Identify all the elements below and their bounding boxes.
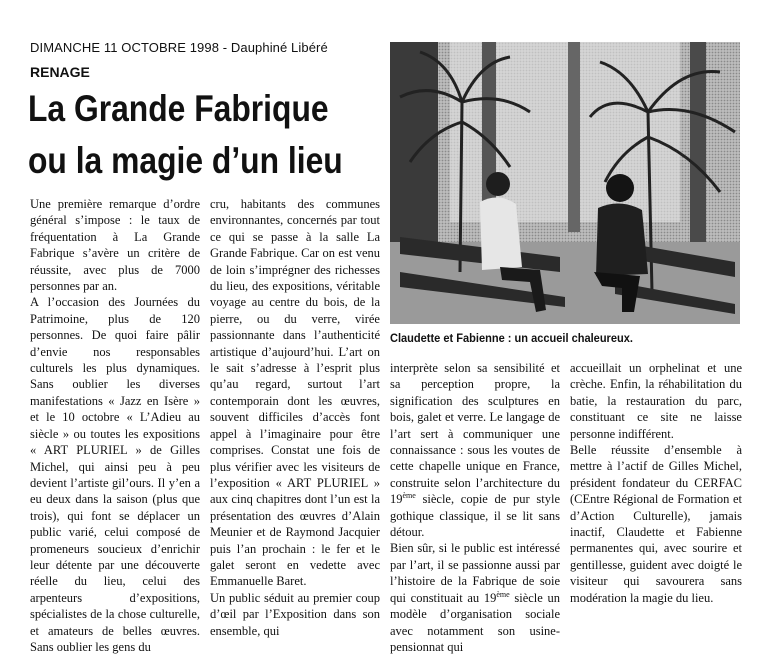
article-column-2	[210, 196, 380, 639]
article-column-3	[390, 360, 560, 655]
photo-pillar-right	[568, 42, 580, 232]
article-paragraph: cru, habitants des communes environnantes, concernés par tout ce qui se passe à la salle La Grande Fabrique. Car on est venu de loin s’imprégner des richesses du lieu, des expositions, véritable voyage au centre du bois, de la pierre, ou du verre, virée passionnante dans l’authenticité artistique d’aujourd’hui. L’art on le sait s’adresse à l’esprit plus qu’au regard, surtout l’art contemporain dont les œuvres, souvent difficiles d’accès font appel à l’imaginaire pour être comprises. Constat une fois de plus vérifier avec les visiteurs de l’exposition « ART PLURIEL » aux cinq chapitres dont l’un est la présentation des œuvres d’Alain Meunier et de Raymond Jacquier puis l’an prochain : le fer et le galet seront en vedette avec Emmanuelle Baret.	[210, 197, 380, 589]
article-column-4	[570, 360, 742, 606]
text-run: Bien sûr, si le public est intéressé par l’art, il se passionne aussi par l’histoire de la Fabrique de soie qui constituait au 19	[390, 541, 560, 605]
article-paragraph	[390, 540, 560, 655]
article-column-1	[30, 196, 200, 655]
dateline: DIMANCHE 11 OCTOBRE 1998 - Dauphiné Libéré	[30, 40, 328, 55]
article-paragraph: Un public séduit au premier coup d’œil par l’Exposition dans son ensemble, qui	[210, 590, 380, 638]
article-paragraph	[390, 360, 560, 540]
article-paragraph: Une première remarque d’ordre général s’impose : le taux de fréquentation à La Grande Fabrique s’avère un critère de réussite, avec plus de 7000 personnes par an.	[30, 197, 200, 294]
headline-line-1: La Grande Fabrique	[28, 88, 329, 129]
article-paragraph: Belle réussite d’ensemble à mettre à l’actif de Gilles Michel, président fondateur du CERFAC (CEntre Régional de Formation et d’Action Culturelle), jamais inactif, Claudette et Fabienne permanentes qui, avec sourire et gentillesse, guident avec doigté le visiteur qui savourera sans modération la magie du lieu.	[570, 443, 742, 605]
text-run: siècle un modèle d’organisation sociale avec notamment son usine-pensionnat qui	[390, 590, 560, 654]
text-run: siècle, copie de pur style gothique classique, il se lit sans détour.	[390, 492, 560, 540]
superscript: ème	[402, 491, 416, 501]
section-kicker: RENAGE	[30, 64, 90, 80]
text-run: interprète selon sa sensibilité et sa perception propre, la signification des sculptures en bois, galet et verre. Le langage de l’art sert à communiquer une connaissance : sous les voutes de cette chapelle unique en France, construite selon l’architecture du 19	[390, 361, 560, 507]
photo-left-wall	[390, 42, 438, 242]
article-paragraph: A l’occasion des Journées du Patrimoine, plus de 120 personnes. De quoi faire pâlir d’envie nos responsables culturels les plus dynamiques. Sans oublier les diverses manifestations « Jazz en Isère » et le 10 octobre « L’Adieu au siècle » ou toutes les expositions « ART PLURIEL » de Gilles Michel, qui ainsi peu à peu devient l’artiste gil’ours. Il y’en a eu deux dans la saison (plus que trois), qui font se déplacer un public varié, celui composé de promeneurs soucieux d’enrichir leur détente par une découverte réelle du lieu, celui des arpenteurs d’expositions, spécialistes de la chose culturelle, et amateurs de belles œuvres. Sans oublier les gens du	[30, 295, 200, 654]
photo-caption: Claudette et Fabienne : un accueil chaleureux.	[390, 331, 633, 345]
article-paragraph: accueillait un orphelinat et une crèche. Enfin, la réhabilitation du batie, la restauration du parc, constituant ce site ne laisse personne indifférent.	[570, 361, 742, 441]
article-photo	[390, 42, 740, 324]
headline-line-2: ou la magie d’un lieu	[28, 140, 343, 181]
superscript: ème	[496, 589, 510, 599]
